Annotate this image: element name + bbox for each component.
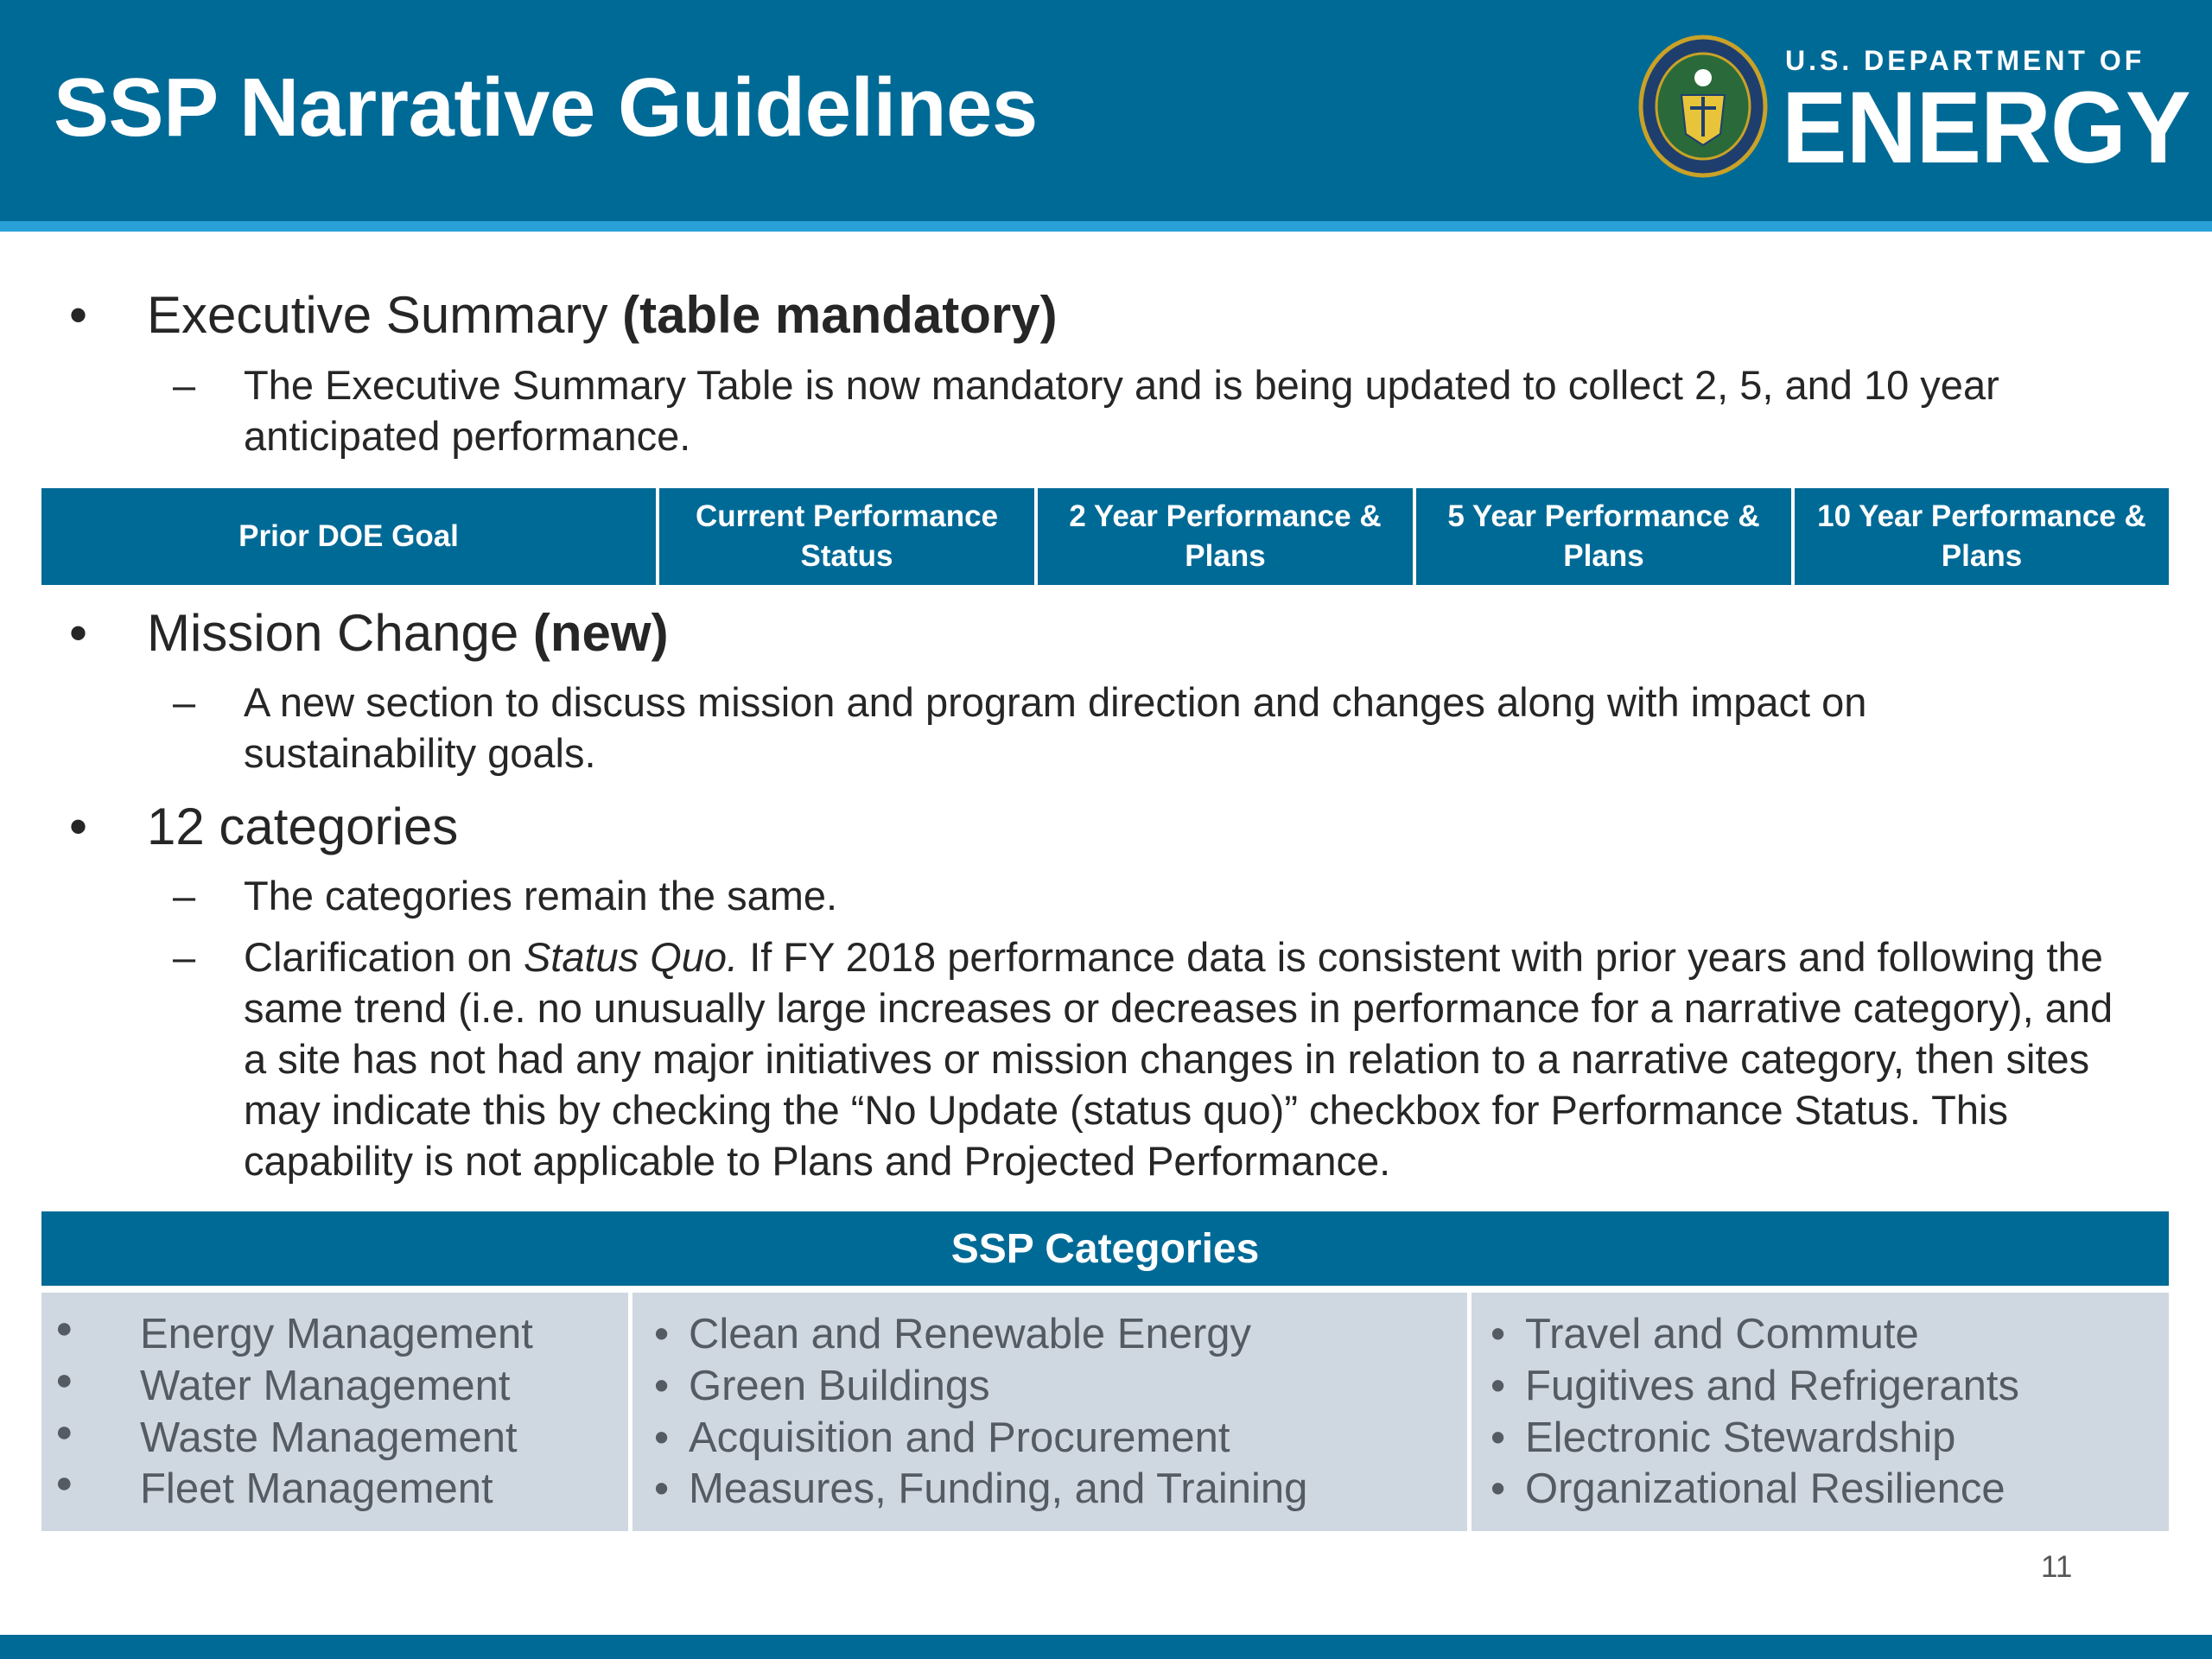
sub-dash: – — [173, 934, 196, 980]
col-current-performance: Current Performance Status — [656, 488, 1034, 585]
sub-dash: – — [173, 362, 196, 408]
executive-summary-table — [41, 488, 2169, 585]
list-marker: ● — [55, 1312, 73, 1344]
bullet-text: 12 categories — [147, 798, 459, 855]
category-item: • Fugitives and Refrigerants — [1491, 1363, 2019, 1409]
category-item: • Travel and Commute — [1491, 1311, 1919, 1357]
bullet-bold-text: (new) — [532, 604, 669, 662]
category-item: • Organizational Resilience — [1491, 1465, 2005, 1512]
col-2-year: 2 Year Performance & Plans — [1034, 488, 1413, 585]
slide-title: SSP Narrative Guidelines — [54, 61, 1038, 154]
category-item: ● Water Management — [55, 1363, 511, 1409]
list-marker: • — [1491, 1414, 1506, 1461]
col-10-year: 10 Year Performance & Plans — [1791, 488, 2169, 585]
bullet-dot: • — [69, 798, 88, 855]
list-marker: • — [1491, 1465, 1506, 1512]
bullet-dot: • — [69, 286, 88, 344]
bullet-text: Executive Summary — [147, 286, 608, 344]
footer-bar — [0, 1635, 2212, 1659]
list-marker: ● — [55, 1466, 73, 1499]
bullet-12-categories — [69, 797, 459, 856]
category-item: • Green Buildings — [654, 1363, 990, 1409]
category-item: • Measures, Funding, and Training — [654, 1465, 1308, 1512]
category-item: • Electronic Stewardship — [1491, 1414, 1956, 1461]
ssp-categories-table — [41, 1293, 2169, 1531]
page-number: 11 — [2041, 1550, 2073, 1584]
sub-text: The categories remain the same. — [244, 873, 838, 918]
category-item: • Acquisition and Procurement — [654, 1414, 1230, 1461]
categories-column-2 — [628, 1293, 1467, 1531]
list-marker: ● — [55, 1415, 73, 1448]
category-item: ● Fleet Management — [55, 1465, 493, 1512]
list-marker: • — [1491, 1311, 1506, 1357]
list-marker: • — [654, 1465, 670, 1512]
sub-mission-change — [173, 677, 2110, 779]
bullet-mission-change — [69, 603, 669, 663]
categories-column-1 — [41, 1293, 628, 1531]
sub-status-quo — [173, 931, 2145, 1186]
sub-text: The Executive Summary Table is now mandatory and is being updated to collect 2, 5, and 10 year anticipated performance. — [244, 362, 1999, 459]
category-item: ● Energy Management — [55, 1311, 533, 1357]
logo-energy: ENERGY — [1782, 71, 2190, 185]
list-marker: • — [1491, 1363, 1506, 1409]
sub-text: A new section to discuss mission and program direction and changes along with impact on sustainability goals. — [244, 679, 1867, 776]
bullet-text: Mission Change — [147, 604, 519, 662]
title-bar-accent-line — [0, 221, 2212, 232]
logo-department-of: U.S. DEPARTMENT OF — [1785, 45, 2145, 76]
categories-column-3 — [1467, 1293, 2169, 1531]
sub-text: If FY 2018 performance data is consistent with prior years and following the same trend (i.e. no unusually large increases or decreases in performance for a narrative category), and a site has not had any major initiatives or mission changes in relation to a narrative category, then sites may indicate this by checking the “No Update (status quo)” checkbox for Performance Status. This capability is not applicable to Plans and Projected Performance. — [244, 934, 2113, 1184]
bullet-dot: • — [69, 604, 88, 662]
list-marker: • — [654, 1363, 670, 1409]
category-item: • Clean and Renewable Energy — [654, 1311, 1252, 1357]
ssp-categories-header: SSP Categories — [41, 1211, 2169, 1286]
list-marker: • — [654, 1414, 670, 1461]
sub-dash: – — [173, 679, 196, 725]
col-prior-doe-goal: Prior DOE Goal — [41, 488, 656, 585]
category-item: ● Waste Management — [55, 1414, 518, 1461]
list-marker: • — [654, 1311, 670, 1357]
doe-seal-logo — [1638, 35, 1768, 178]
sub-text-italic: Status Quo. — [523, 934, 739, 980]
sub-dash: – — [173, 873, 196, 918]
col-5-year: 5 Year Performance & Plans — [1413, 488, 1791, 585]
bullet-bold-text: (table mandatory) — [622, 286, 1058, 344]
sub-text-pre: Clarification on — [244, 934, 512, 980]
sub-executive-summary — [173, 359, 2162, 461]
list-marker: ● — [55, 1363, 73, 1396]
bullet-executive-summary — [69, 285, 1058, 345]
sub-categories-same — [173, 870, 2145, 921]
